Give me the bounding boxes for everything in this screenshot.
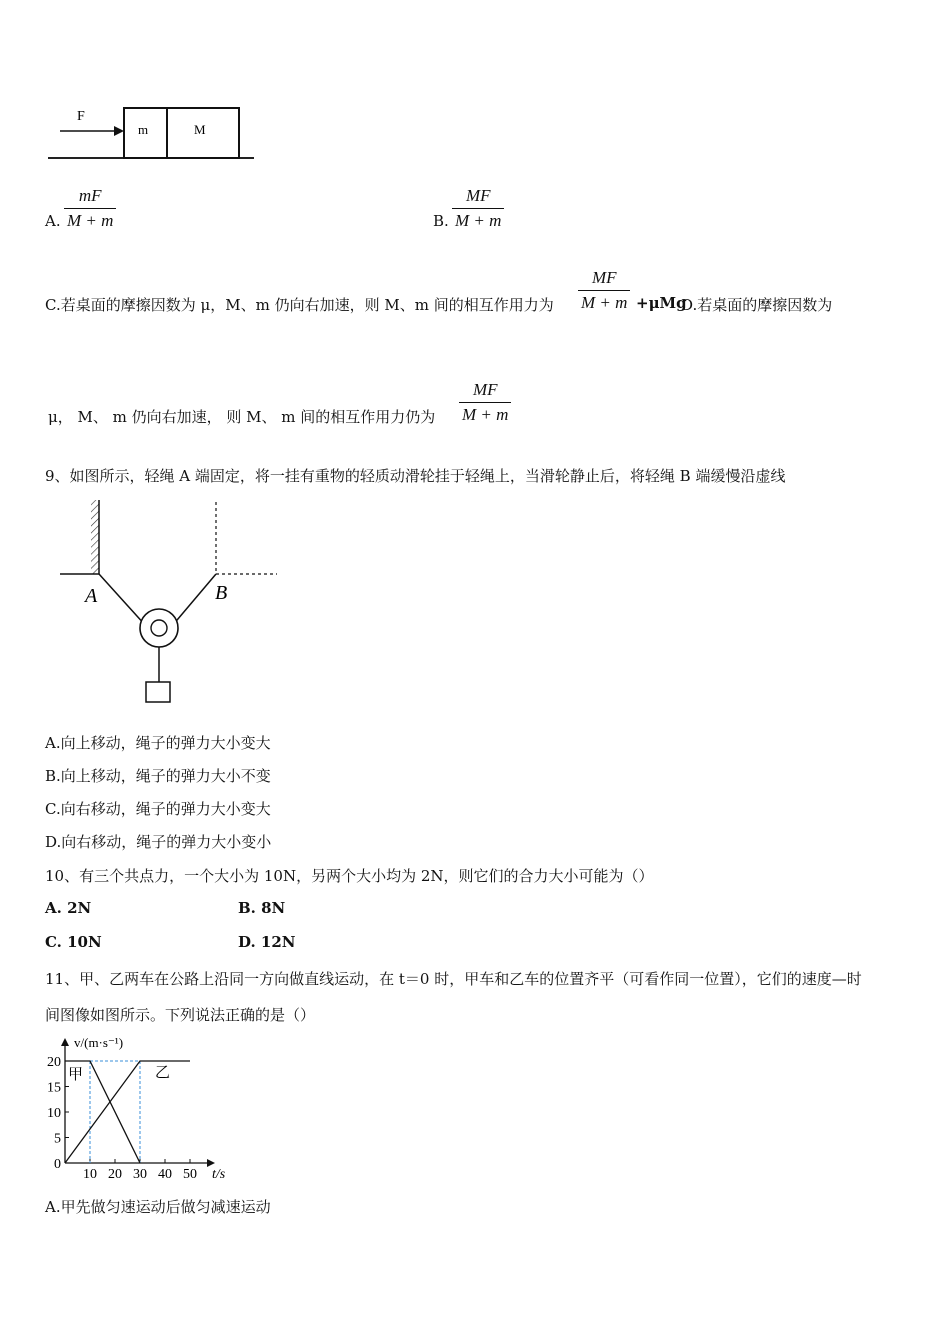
q8-option-c-suffix: +μMg [636,294,687,312]
q9-option-c: C.向右移动，绳子的弹力大小变大 [45,800,271,818]
q10-option-b: B. 8N [238,899,286,917]
label-a: A [85,585,98,607]
q8-option-c-fraction [578,268,630,313]
fraction-denominator: M + m [455,211,502,230]
rope-left [99,574,146,626]
series-line-yi [65,1061,190,1163]
q9-option-b: B.向上移动，绳子的弹力大小不变 [45,767,271,785]
y-tick-label: 15 [47,1080,61,1096]
q8-option-c-text: C.若桌面的摩擦因数为 μ，M、m 仍向右加速，则 M、m 间的相互作用力为 [45,296,554,314]
x-axis-label: t/s [212,1167,226,1182]
small-block-label: m [138,122,149,137]
fraction-numerator: MF [578,268,630,291]
force-arrowhead [114,126,124,136]
q8-option-b-fraction [452,186,504,231]
x-tick-label: 40 [158,1167,172,1182]
q8-option-d-text-2: μ， M、 m 仍向右加速， 则 M、 m 间的相互作用力仍为 [48,408,436,426]
y-axis-label: v/(m·s⁻¹) [74,1035,124,1050]
rope-right [172,574,216,626]
x-tick-label: 20 [108,1167,122,1182]
fraction-numerator: MF [459,380,511,403]
y-tick-label: 10 [47,1106,61,1121]
y-axis-arrow [61,1038,69,1046]
q10-stem: 10、有三个共点力，一个大小为 10N，另两个大小均为 2N，则它们的合力大小可能为（） [45,867,654,885]
q11-stem-line2: 间图像如图所示。下列说法正确的是（） [45,1006,316,1024]
q10-option-a: A. 2N [45,899,92,917]
q9-stem: 9、如图所示，轻绳 A 端固定，将一挂有重物的轻质动滑轮挂于轻绳上，当滑轮静止后，将轻绳 B 端缓慢沿虚线 [45,467,786,485]
label-b: B [215,582,228,604]
q8-option-b-label: B. [433,212,449,230]
fraction-numerator: mF [64,186,116,209]
pulley-axle [151,620,167,636]
weight [146,682,170,702]
pulley-figure [55,498,285,708]
fraction-numerator: MF [452,186,504,209]
y-tick-label: 5 [54,1131,61,1147]
x-tick-label: 50 [183,1167,197,1182]
q11-option-a: A.甲先做匀速运动后做匀减速运动 [45,1198,271,1216]
velocity-time-chart [38,1030,238,1182]
x-tick-label: 30 [133,1167,147,1182]
q8-option-a-label: A. [45,212,61,230]
q11-stem-line1: 11、甲、乙两车在公路上沿同一方向做直线运动，在 t＝0 时，甲车和乙车的位置齐平（可看作同一位置），它们的速度—时 [45,970,862,988]
q10-option-d: D. 12N [238,933,296,951]
big-block-label: M [194,122,206,137]
q8-option-d-fraction [459,380,511,425]
series-label-jia: 甲 [68,1067,84,1083]
q9-option-d: D.向右移动，绳子的弹力大小变小 [45,833,272,851]
q8-option-a-fraction [64,186,116,231]
x-axis-arrow [207,1159,215,1167]
blocks-figure [40,98,270,164]
fraction-denominator: M + m [581,293,628,312]
fraction-denominator: M + m [462,405,509,424]
fraction-denominator: M + m [67,211,114,230]
y-tick-label: 0 [54,1157,61,1172]
y-tick-label: 20 [47,1055,61,1070]
q10-option-c: C. 10N [45,933,102,951]
q9-option-a: A.向上移动，绳子的弹力大小变大 [45,734,271,752]
force-label: F [77,109,85,124]
series-label-yi: 乙 [155,1065,171,1081]
x-tick-label: 10 [83,1167,97,1182]
q8-option-d-text-1: D.若桌面的摩擦因数为 [681,296,833,314]
wall-hatching [91,500,99,574]
